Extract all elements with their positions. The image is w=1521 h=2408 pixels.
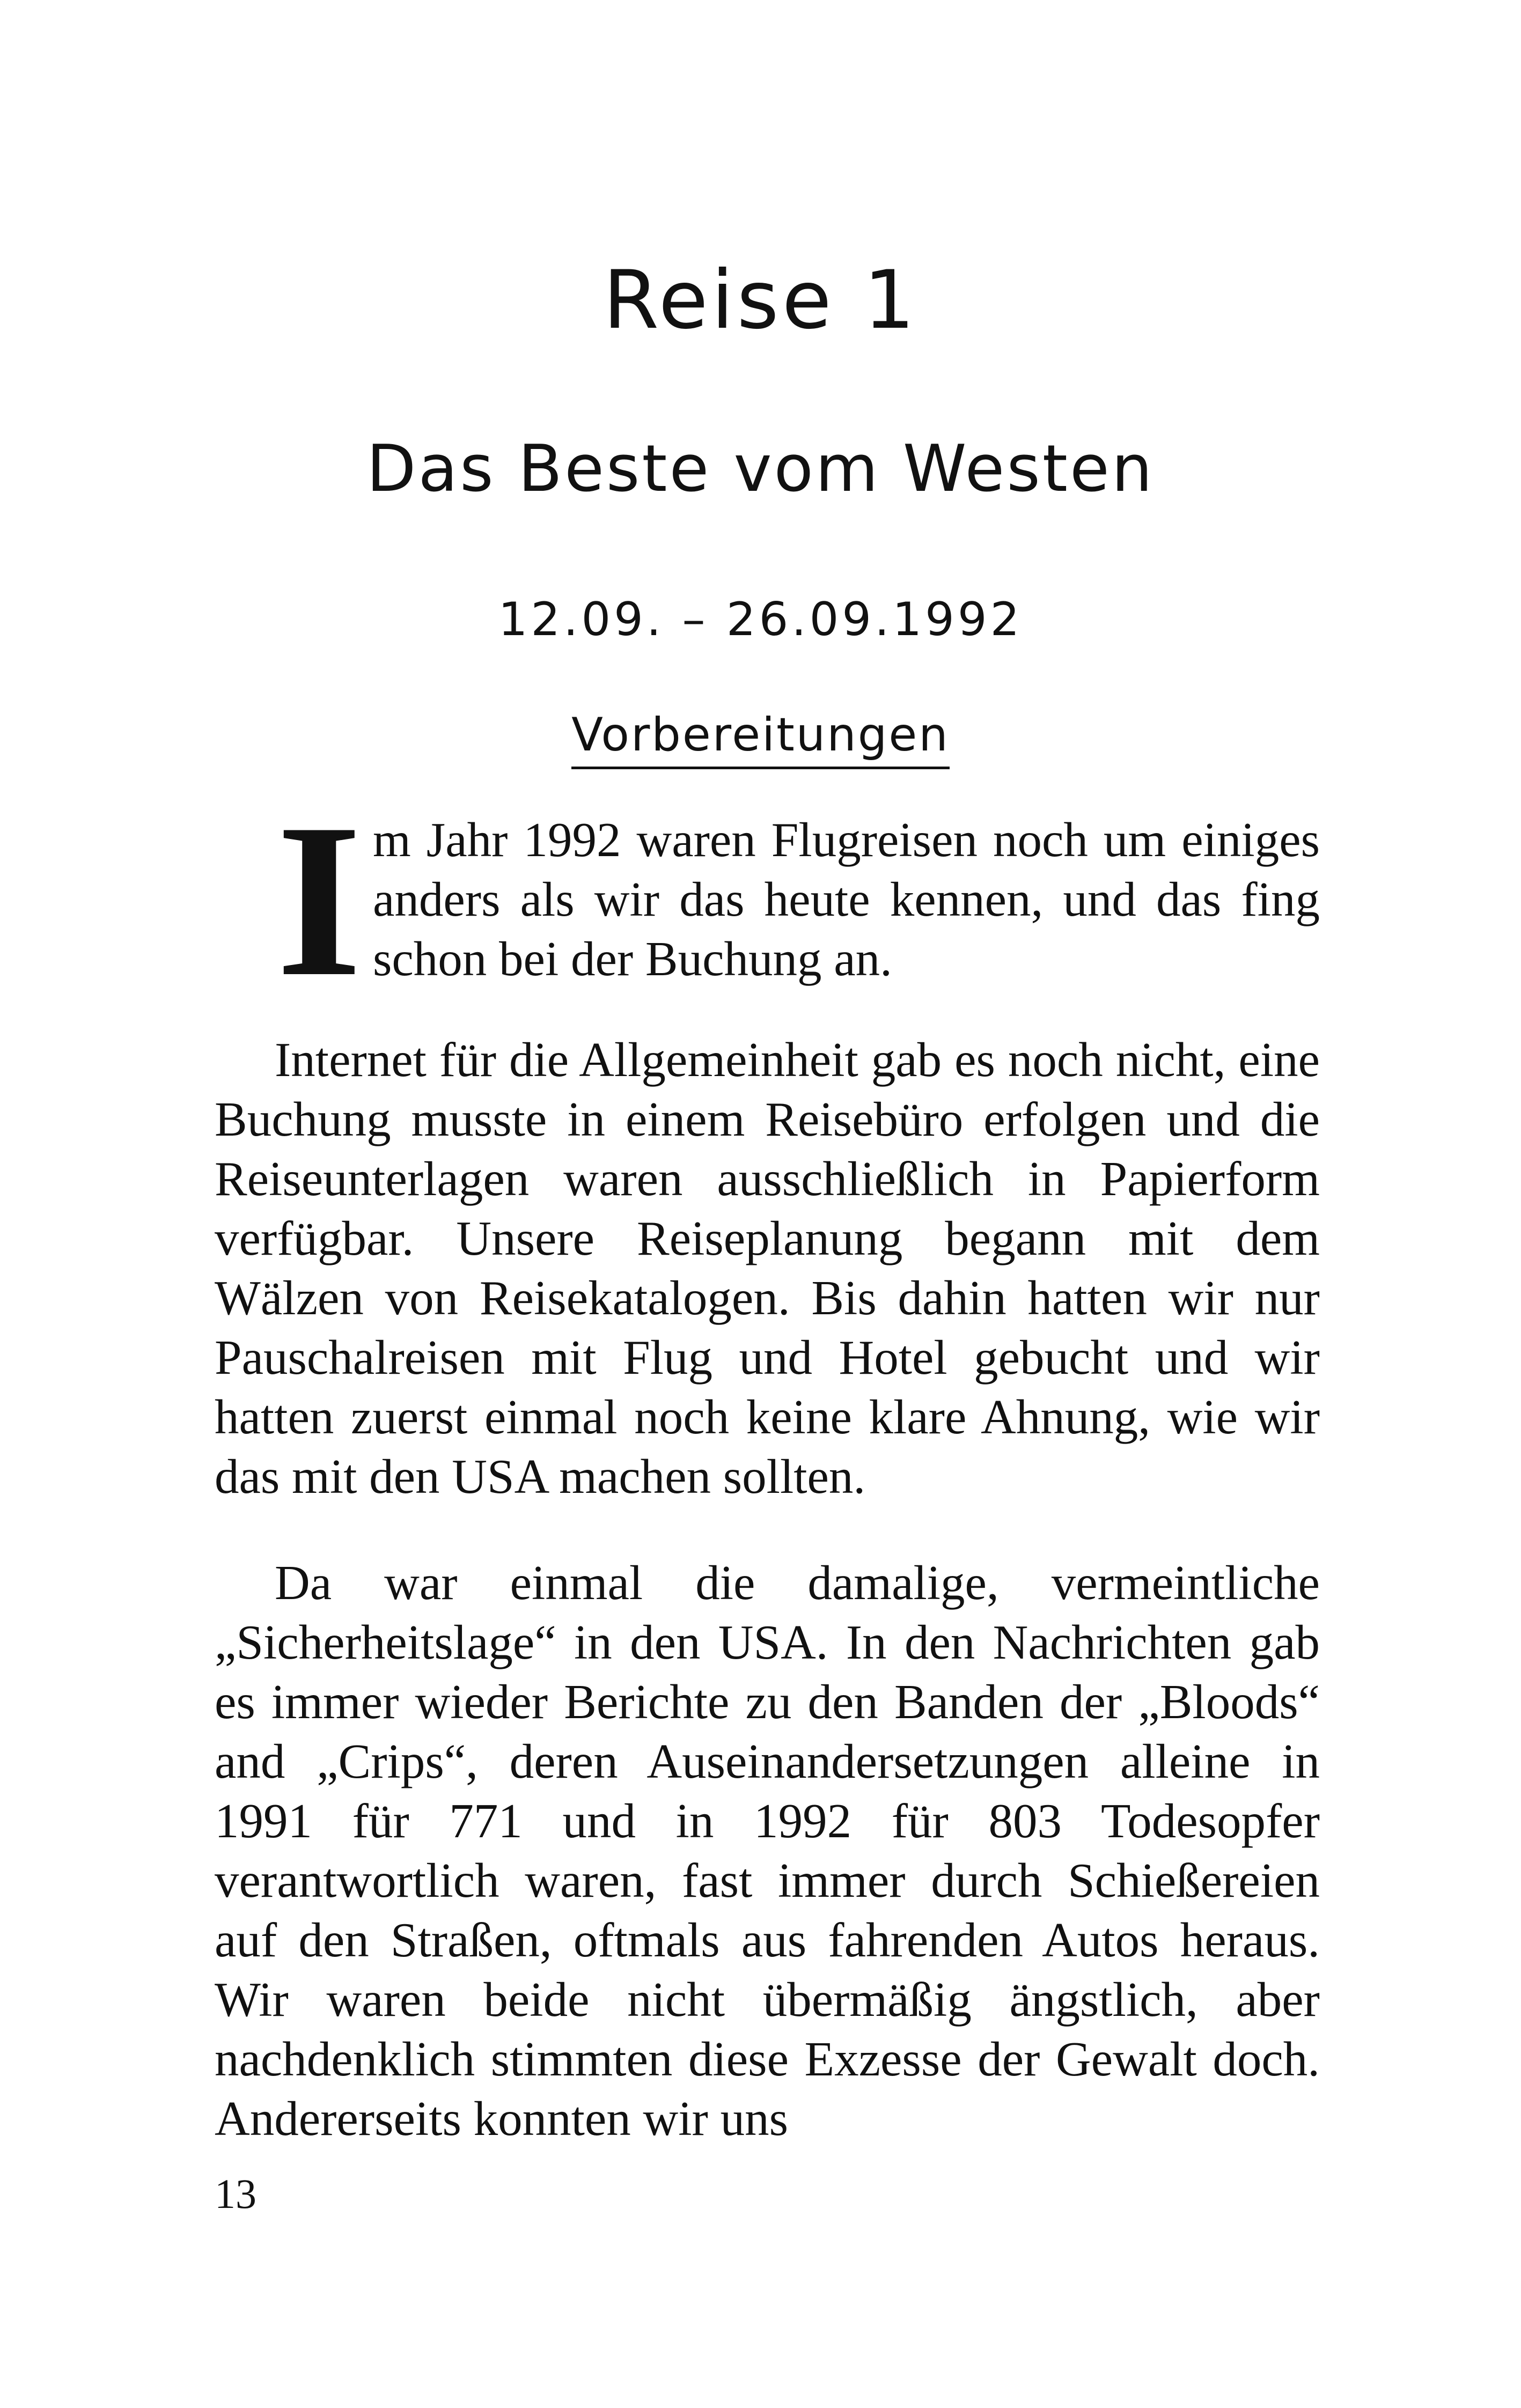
- section-heading: [0, 705, 1521, 769]
- chapter-subtitle: Das Beste vom Westen: [366, 432, 1155, 506]
- page-number: 13: [215, 2170, 256, 2217]
- chapter-title: Reise 1: [603, 254, 918, 347]
- paragraph-2: Internet für die Allgemeinheit gab es noch nicht, eine Buchung musste in einem Reisebüro erfolgen und die Reiseunterlagen waren ausschließlich in Papierform verfügbar. Unsere Reiseplanung begann mit dem Wälzen von Reisekatalogen. Bis dahin hatten wir nur Pauschalreisen mit Flug und Hotel gebucht und wir hatten zuerst einmal noch keine klare Ahnung, wie wir das mit den USA machen sollten.: [215, 1033, 1320, 1504]
- drop-cap: I: [276, 778, 362, 1022]
- paragraph-3: Da war einmal die damalige, vermeintliche „Sicherheitslage“ in den USA. In den Nachrichten gab es immer wieder Berichte zu den Banden der „Bloods“ and „Crips“, deren Auseinandersetzungen alleine in 1991 für 771 und in 1992 für 803 Todesopfer verantwortlich waren, fast immer durch Schießereien auf den Straßen, oftmals aus fahrenden Autos heraus. Wir waren beide nicht übermäßig ängstlich, aber nachdenklich stimmten diese Exzesse der Gewalt doch. Andererseits konnten wir uns: [215, 1556, 1320, 2146]
- trip-dates: 12.09. – 26.09.1992: [498, 593, 1023, 646]
- paragraph-1: m Jahr 1992 waren Flugreisen noch um einiges anders als wir das heute kennen, und das fing schon bei der Buchung an.: [373, 813, 1320, 986]
- section-heading-label: Vorbereitungen: [571, 705, 950, 769]
